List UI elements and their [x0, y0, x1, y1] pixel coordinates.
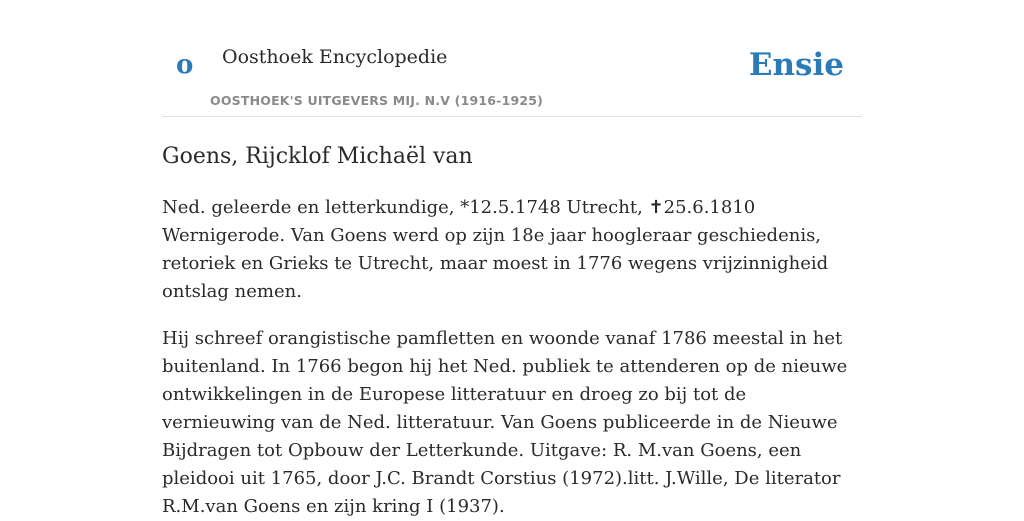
publisher-label: OOSTHOEK'S UITGEVERS MIJ. N.V (1916-1925)	[210, 93, 544, 108]
encyclopedia-title-link[interactable]: Oosthoek Encyclopedie	[222, 46, 448, 68]
encyclopedia-logo-icon[interactable]: o	[176, 50, 194, 80]
page-container	[162, 0, 862, 521]
article-paragraph: Hij schreef orangistische pamfletten en woonde vanaf 1786 meestal in het buitenland. In 1766 begon hij het Ned. publiek te attenderen op de nieuwe ontwikkelingen in de Europese litteratuur en droeg zo bij tot de vernieuwing van de Ned. litteratuur. Van Goens publiceerde in de Nieuwe Bijdragen tot Opbouw der Letterkunde. Uitgave: R. M.van Goens, een pleidooi uit 1765, door J.C. Brandt Corstius (1972).litt. J.Wille, De literator R.M.van Goens en zijn kring I (1937).	[162, 327, 848, 517]
site-header	[162, 0, 862, 117]
article-title: Goens, Rijcklof Michaël van	[162, 144, 473, 169]
ensie-logo-link[interactable]: Ensie	[748, 47, 844, 83]
article-paragraph: Ned. geleerde en letterkundige, *12.5.1748 Utrecht, ✝25.6.1810 Wernigerode. Van Goens werd op zijn 18e jaar hoogleraar geschiedenis, retoriek en Grieks te Utrecht, maar moest in 1776 wegens vrijzinnigheid ontslag nemen.	[162, 196, 829, 302]
article	[162, 143, 862, 521]
